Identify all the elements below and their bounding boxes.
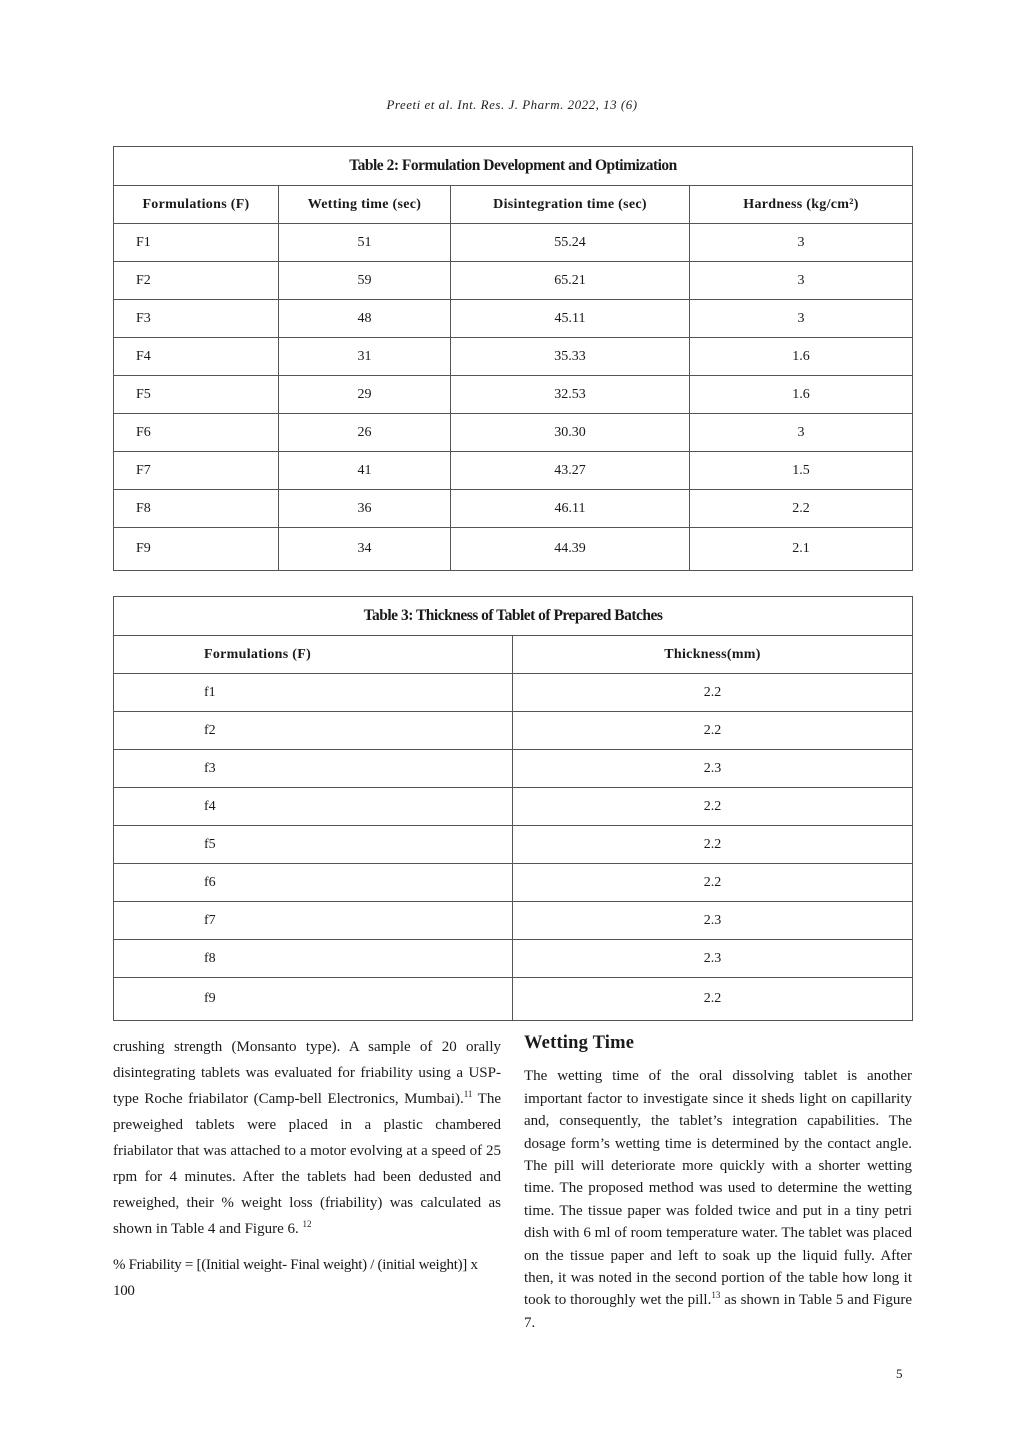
table-row — [114, 674, 913, 712]
table-row — [114, 528, 913, 571]
column-header: Formulations (F) — [114, 636, 513, 674]
table-cell: 35.33 — [451, 338, 690, 376]
table-cell: F5 — [114, 376, 279, 414]
wetting-time-heading: Wetting Time — [524, 1033, 635, 1053]
table-cell: 3 — [690, 414, 913, 452]
table-cell: 1.6 — [690, 338, 913, 376]
table-cell: f3 — [114, 750, 513, 788]
table-row — [114, 490, 913, 528]
table-cell: f1 — [114, 674, 513, 712]
table-cell: 2.2 — [513, 674, 913, 712]
table-cell: F6 — [114, 414, 279, 452]
table-cell: 2.2 — [513, 788, 913, 826]
reference-13: 13 — [711, 1290, 721, 1301]
table-cell: 29 — [279, 376, 451, 414]
table-row — [114, 712, 913, 750]
table-cell: F8 — [114, 490, 279, 528]
table-cell: 2.3 — [513, 750, 913, 788]
table-row — [114, 376, 913, 414]
table-3 — [113, 596, 913, 1021]
column-header: Disintegration time (sec) — [451, 186, 690, 224]
table-row — [114, 224, 913, 262]
table-cell: 31 — [279, 338, 451, 376]
wetting-time-paragraph — [524, 1065, 912, 1334]
friability-paragraph — [113, 1034, 501, 1242]
table-cell: 51 — [279, 224, 451, 262]
table-cell: F9 — [114, 528, 279, 571]
table-cell: 2.3 — [513, 940, 913, 978]
table-cell: 1.6 — [690, 376, 913, 414]
table-cell: f8 — [114, 940, 513, 978]
table-cell: 44.39 — [451, 528, 690, 571]
table-cell: 3 — [690, 300, 913, 338]
table-row — [114, 262, 913, 300]
table-cell: 3 — [690, 262, 913, 300]
wetting-text-1: The wetting time of the oral dissolving tablet is another important factor to investigate since it sheds light on capillarity and, consequently, the tablet’s integration capabilities. The dosage form’s wetting time is determined by the contact angle. The pill will deteriorate more quickly with a shorter wetting time. The proposed method was used to determine the wetting time. The tissue paper was folded twice and put in a tiny petri dish with 6 ml of room temperature water. The tablet was placed on the tissue paper and left to soak up the liquid fully. After then, it was noted in the second portion of the table how long it took to thoroughly wet the pill. — [524, 1068, 912, 1309]
table-row — [114, 452, 913, 490]
table-cell: 46.11 — [451, 490, 690, 528]
reference-12: 12 — [302, 1219, 312, 1229]
wetting-text-2: as shown in Table 5 and Figure 7. — [524, 1292, 912, 1331]
friability-formula: % Friability = [(Initial weight- Final weight) / (initial weight)] x 100 — [113, 1257, 478, 1299]
table-row — [114, 788, 913, 826]
table-cell: 2.2 — [513, 826, 913, 864]
table-cell: F3 — [114, 300, 279, 338]
table-cell: 2.3 — [513, 902, 913, 940]
table-cell: 2.2 — [513, 864, 913, 902]
left-column — [113, 1034, 501, 1304]
page-number: 5 — [896, 1366, 903, 1381]
table-cell: 65.21 — [451, 262, 690, 300]
table-cell: 26 — [279, 414, 451, 452]
table-cell: 59 — [279, 262, 451, 300]
table-cell: 2.1 — [690, 528, 913, 571]
table-cell: 45.11 — [451, 300, 690, 338]
table-cell: 3 — [690, 224, 913, 262]
table-cell: f4 — [114, 788, 513, 826]
running-header: Preeti et al. Int. Res. J. Pharm. 2022, 13 (6) — [386, 97, 638, 112]
table-cell: 41 — [279, 452, 451, 490]
table-cell: 36 — [279, 490, 451, 528]
table-row — [114, 826, 913, 864]
table-cell: F4 — [114, 338, 279, 376]
table-cell: f5 — [114, 826, 513, 864]
table-cell: 30.30 — [451, 414, 690, 452]
table-cell: f2 — [114, 712, 513, 750]
table-3-caption: Table 3: Thickness of Tablet of Prepared Batches — [114, 597, 913, 636]
table-row — [114, 940, 913, 978]
table-row — [114, 978, 913, 1021]
table-row — [114, 902, 913, 940]
table-row — [114, 864, 913, 902]
table-2-caption: Table 2: Formulation Development and Optimization — [114, 147, 913, 186]
friability-text-1: crushing strength (Monsanto type). A sample of 20 orally disintegrating tablets was evaluated for friability using a USP-type Roche friabilator (Camp-bell Electronics, Mumbai). — [113, 1039, 501, 1107]
column-header: Thickness(mm) — [513, 636, 913, 674]
table-cell: f9 — [114, 978, 513, 1021]
table-row — [114, 300, 913, 338]
table-cell: 1.5 — [690, 452, 913, 490]
column-header: Formulations (F) — [114, 186, 279, 224]
friability-text-2: The preweighed tablets were placed in a plastic chambered friabilator that was attached to a motor evolving at a speed of 25 rpm for 4 minutes. After the tablets had been dedusted and reweighed, their % weight loss (friability) was calculated as shown in Table 4 and Figure 6. — [113, 1091, 501, 1237]
right-column — [524, 1032, 912, 1334]
table-cell: 48 — [279, 300, 451, 338]
table-row — [114, 414, 913, 452]
table-cell: f6 — [114, 864, 513, 902]
table-cell: 2.2 — [513, 712, 913, 750]
table-cell: 2.2 — [513, 978, 913, 1021]
table-cell: 55.24 — [451, 224, 690, 262]
column-header: Hardness (kg/cm²) — [690, 186, 913, 224]
table-cell: F1 — [114, 224, 279, 262]
table-cell: F7 — [114, 452, 279, 490]
table-cell: f7 — [114, 902, 513, 940]
table-cell: F2 — [114, 262, 279, 300]
table-cell: 2.2 — [690, 490, 913, 528]
reference-11: 11 — [463, 1089, 473, 1099]
table-cell: 34 — [279, 528, 451, 571]
table-cell: 43.27 — [451, 452, 690, 490]
table-cell: 32.53 — [451, 376, 690, 414]
table-row — [114, 338, 913, 376]
table-2 — [113, 146, 913, 571]
column-header: Wetting time (sec) — [279, 186, 451, 224]
table-row — [114, 750, 913, 788]
